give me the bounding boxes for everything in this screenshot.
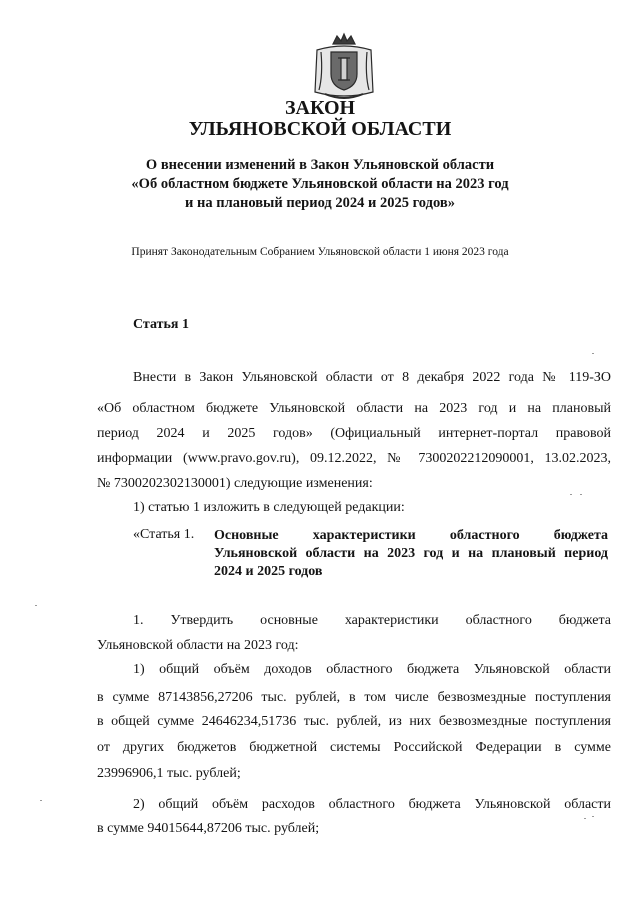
paragraph-line: 2) общий объём расходов областного бюджета Ульяновской области <box>133 797 611 812</box>
adoption-note: Принят Законодательным Собранием Ульяновской области 1 июня 2023 года <box>131 246 509 258</box>
coat-of-arms-icon <box>311 30 377 102</box>
paragraph-line: от других бюджетов бюджетной системы Российской Федерации в сумме <box>97 740 611 755</box>
law-title: ЗАКОН <box>284 97 356 119</box>
scan-speck <box>592 353 594 354</box>
paragraph-line: 23996906,1 тыс. рублей; <box>97 766 241 781</box>
paragraph-line: «Об областном бюджете Ульяновской области на 2023 год и на плановый <box>97 401 611 416</box>
scan-speck <box>592 816 594 817</box>
quoted-article-title: Основные характеристики областного бюджета <box>214 528 608 543</box>
region-title: УЛЬЯНОВСКОЙ ОБЛАСТИ <box>188 118 452 140</box>
subtitle-line: и на плановый период 2024 и 2025 годов» <box>185 195 455 211</box>
subtitle-line: О внесении изменений в Закон Ульяновской области <box>145 157 495 173</box>
scan-speck <box>40 800 42 801</box>
paragraph-line: Внести в Закон Ульяновской области от 8 декабря 2022 года № 119-ЗО <box>133 370 611 385</box>
article-heading: Статья 1 <box>133 317 189 332</box>
scan-speck <box>35 605 37 606</box>
list-item: 1) статью 1 изложить в следующей редакции: <box>133 500 405 515</box>
scan-speck <box>570 494 572 495</box>
paragraph-line: Ульяновской области на 2023 год: <box>97 638 299 653</box>
scan-speck <box>580 494 582 495</box>
paragraph-line: 1. Утвердить основные характеристики областного бюджета <box>133 613 611 628</box>
quoted-article-title: Ульяновской области на 2023 год и на плановый период <box>214 546 608 561</box>
paragraph-line: № 7300202302130001) следующие изменения: <box>97 476 373 491</box>
paragraph-line: период 2024 и 2025 годов» (Официальный интернет-портал правовой <box>97 426 611 441</box>
paragraph-line: 1) общий объём доходов областного бюджета Ульяновской области <box>133 662 611 677</box>
paragraph-line: в сумме 94015644,87206 тыс. рублей; <box>97 821 320 836</box>
paragraph-line: информации (www.pravo.gov.ru), 09.12.2022, № 7300202212090001, 13.02.2023, <box>97 451 611 466</box>
quoted-article-label: «Статья 1. <box>133 527 195 542</box>
scan-speck <box>584 818 586 819</box>
subtitle-line: «Об областном бюджете Ульяновской области на 2023 год <box>131 176 509 192</box>
paragraph-line: в общей сумме 24646234,51736 тыс. рублей, из них безвозмездные поступления <box>97 714 611 729</box>
quoted-article-title: 2024 и 2025 годов <box>214 564 323 579</box>
paragraph-line: в сумме 87143856,27206 тыс. рублей, в том числе безвозмездные поступления <box>97 690 611 705</box>
